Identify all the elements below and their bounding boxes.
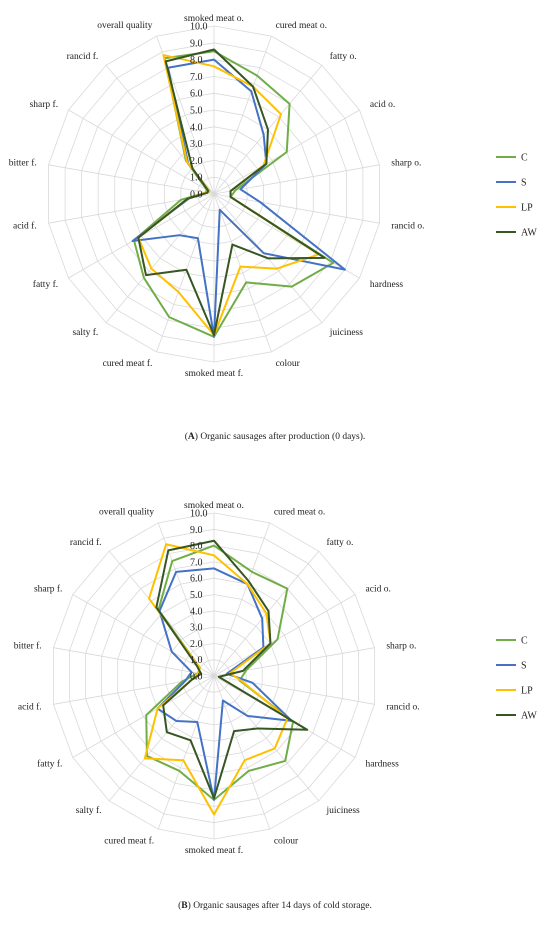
caption-b: (B) Organic sausages after 14 days of cold storage. (178, 901, 372, 911)
category-label: smoked meat o. (184, 501, 244, 511)
grid-spoke (214, 676, 270, 829)
category-label: bitter f. (13, 641, 42, 652)
category-label: fatty f. (37, 759, 63, 770)
category-label: acid o. (365, 584, 391, 595)
category-label: smoked meat f. (184, 846, 244, 856)
grid (49, 26, 380, 362)
chart-panel-b (0, 467, 550, 934)
radar-chart-b (0, 467, 550, 934)
category-label: rancid f. (69, 537, 102, 548)
caption-a: (A) Organic sausages after production (0 days). (184, 432, 366, 442)
category-label: fatty o. (326, 537, 354, 548)
legend-label: AW (521, 710, 537, 722)
category-label: acid o. (369, 100, 396, 110)
legend-label: C (521, 152, 528, 164)
caption-a-text: Organic sausages after production (0 days). (197, 432, 366, 442)
tick-label: 8.0 (190, 541, 203, 553)
category-label: sharp f. (29, 100, 59, 110)
category-label: salty f. (75, 806, 102, 817)
category-label: rancid o. (391, 221, 425, 232)
category-label: hardness (365, 759, 399, 770)
category-label: fatty f. (32, 280, 59, 290)
category-label: hardness (369, 280, 404, 290)
category-label: bitter f. (8, 158, 37, 169)
tick-label: 2.0 (190, 155, 203, 167)
category-label: fatty o. (329, 52, 357, 63)
category-label: salty f. (72, 327, 99, 338)
tick-label: 0.0 (190, 189, 203, 201)
legend (496, 153, 537, 239)
category-label: cured meat o. (273, 507, 326, 518)
category-label: rancid f. (66, 52, 99, 63)
tick-label: 9.0 (190, 38, 203, 50)
category-label: sharp f. (33, 584, 63, 595)
tick-label: 4.0 (190, 122, 203, 134)
tick-label: 7.0 (190, 557, 203, 569)
category-label: cured meat f. (102, 359, 153, 370)
tick-label: 10.0 (190, 21, 208, 33)
tick-label: 8.0 (190, 55, 203, 67)
category-label: cured meat o. (275, 20, 328, 31)
category-label: sharp o. (391, 158, 422, 169)
category-label: acid f. (17, 702, 42, 713)
category-label: juiciness (329, 327, 363, 338)
category-label: juiciness (326, 806, 360, 817)
category-label: overall quality (99, 507, 155, 518)
tick-label: 9.0 (190, 524, 203, 536)
tick-label: 1.0 (190, 655, 203, 667)
caption-a-letter: A (187, 432, 195, 442)
legend-label: S (521, 660, 527, 672)
tick-label: 5.0 (190, 590, 203, 601)
caption-b-text: Organic sausages after 14 days of cold storage. (190, 901, 372, 911)
tick-label: 3.0 (190, 622, 203, 634)
caption-b-letter: B (181, 901, 188, 911)
tick-label: 4.0 (190, 606, 203, 618)
category-label: sharp o. (386, 641, 417, 652)
tick-label: 2.0 (190, 638, 203, 650)
tick-label: 3.0 (190, 139, 203, 151)
legend-label: S (521, 177, 527, 189)
category-label: smoked meat o. (184, 14, 244, 24)
category-label: smoked meat f. (184, 369, 244, 379)
category-label: colour (275, 359, 300, 370)
tick-label: 7.0 (190, 71, 203, 83)
legend-label: LP (521, 685, 533, 697)
series-group (145, 541, 307, 815)
tick-label: 5.0 (190, 105, 203, 117)
series-line-lp (138, 55, 318, 335)
legend-label: C (521, 635, 528, 647)
category-label: acid f. (12, 221, 37, 232)
category-label: cured meat f. (104, 836, 155, 847)
tick-label: 0.0 (190, 671, 203, 683)
tick-label: 6.0 (190, 88, 203, 100)
category-label: overall quality (97, 20, 153, 31)
category-label: rancid o. (386, 702, 420, 713)
category-label: colour (273, 836, 299, 847)
tick-label: 6.0 (190, 573, 203, 585)
legend-label: LP (521, 202, 533, 214)
legend (496, 636, 537, 722)
tick-label: 1.0 (190, 172, 203, 184)
tick-label: 10.0 (190, 508, 208, 520)
legend-label: AW (521, 227, 537, 239)
